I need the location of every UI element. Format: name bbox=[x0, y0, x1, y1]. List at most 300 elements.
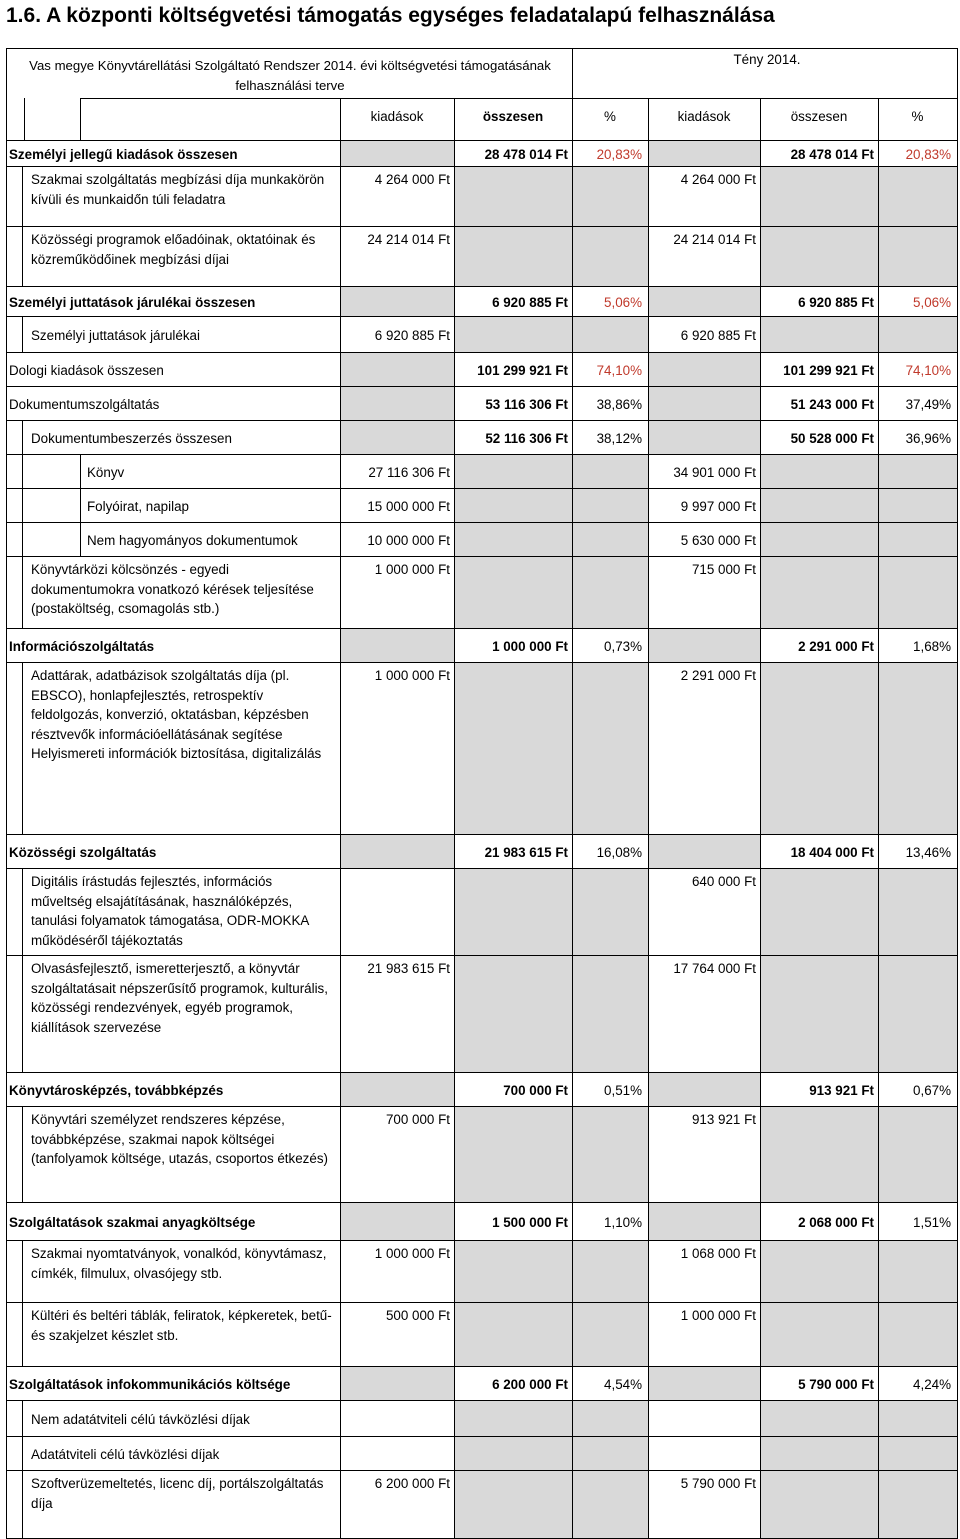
col-line bbox=[454, 1302, 455, 1366]
plan-total: 21 983 615 Ft bbox=[484, 844, 568, 860]
shaded-cell bbox=[455, 317, 572, 352]
row-label: Személyi juttatások járulékai bbox=[31, 327, 200, 343]
plan-value: 1 000 000 Ft bbox=[374, 668, 450, 683]
shaded-cell bbox=[761, 663, 878, 834]
col-line bbox=[878, 454, 879, 488]
col-line bbox=[454, 1470, 455, 1538]
shaded-cell bbox=[761, 167, 878, 226]
col-line bbox=[340, 556, 341, 628]
col-line bbox=[454, 166, 455, 226]
shaded-cell bbox=[879, 317, 957, 352]
plan-value: 27 116 306 Ft bbox=[368, 464, 450, 480]
shaded-cell bbox=[573, 455, 648, 488]
shaded-cell bbox=[879, 523, 957, 556]
col-line bbox=[340, 454, 341, 488]
row-label: Könyvtári személyzet rendszeres képzése, továbbképzése, szakmai napok költségei (tanfolyamok költsége, utazás, csoportos étkezés) bbox=[31, 1112, 328, 1166]
shaded-cell bbox=[879, 455, 957, 488]
actual-total: 18 404 000 Ft bbox=[790, 844, 874, 860]
indent-line bbox=[22, 454, 23, 488]
shaded-cell bbox=[573, 523, 648, 556]
shaded-cell bbox=[879, 227, 957, 286]
indent-line bbox=[80, 522, 81, 556]
indent-line bbox=[22, 1436, 23, 1470]
col-line bbox=[340, 1072, 341, 1106]
shaded-cell bbox=[455, 489, 572, 522]
row-rule bbox=[6, 834, 958, 835]
shaded-cell bbox=[455, 1241, 572, 1302]
row-label: Szolgáltatások infokommunikációs költsége bbox=[9, 1376, 291, 1392]
shaded-cell bbox=[455, 1401, 572, 1436]
row-rule bbox=[6, 1072, 958, 1073]
col-line bbox=[340, 166, 341, 226]
col-line bbox=[572, 1302, 573, 1366]
actual-total: 913 921 Ft bbox=[809, 1082, 874, 1098]
row-label: Könyvtárközi kölcsönzés - egyedi dokumentumokra vonatkozó kérések teljesítése (postaköltség, csomagolás stb.) bbox=[31, 562, 314, 616]
indent-line bbox=[80, 488, 81, 522]
col-line bbox=[648, 1436, 649, 1470]
row-label: Folyóirat, napilap bbox=[87, 498, 189, 514]
shaded-cell bbox=[879, 869, 957, 955]
col-line bbox=[340, 834, 341, 868]
row-label: Szoftverüzemeltetés, licenc díj, portálszolgáltatás díja bbox=[31, 1476, 324, 1511]
row-label: Szakmai szolgáltatás megbízási díja munkakörön kívüli és munkaidőn túli feladatra bbox=[31, 172, 325, 207]
plan-value: 6 200 000 Ft bbox=[374, 1476, 450, 1491]
shaded-cell bbox=[573, 557, 648, 628]
shaded-cell bbox=[573, 489, 648, 522]
col-line bbox=[340, 1470, 341, 1538]
plan-pct: 0,51% bbox=[604, 1082, 642, 1098]
col-line bbox=[454, 226, 455, 286]
actual-total: 50 528 000 Ft bbox=[790, 430, 874, 446]
header-col-line bbox=[24, 98, 25, 140]
actual-value: 34 901 000 Ft bbox=[673, 464, 756, 480]
col-line bbox=[648, 386, 649, 420]
row-label: Dokumentumszolgáltatás bbox=[9, 396, 160, 412]
shaded-cell bbox=[761, 1107, 878, 1202]
col-line bbox=[648, 834, 649, 868]
col-osszesen-1: összesen bbox=[482, 109, 544, 124]
col-line bbox=[340, 1240, 341, 1302]
indent-line bbox=[22, 420, 23, 454]
shaded-cell bbox=[879, 663, 957, 834]
col-line bbox=[454, 955, 455, 1072]
indent-line bbox=[22, 1470, 23, 1538]
shaded-cell bbox=[761, 1471, 878, 1538]
actual-pct: 1,51% bbox=[913, 1214, 951, 1230]
shaded-cell bbox=[341, 141, 454, 166]
col-line bbox=[572, 1436, 573, 1470]
col-line bbox=[572, 166, 573, 226]
row-label: Információszolgáltatás bbox=[9, 638, 155, 654]
col-line bbox=[340, 1302, 341, 1366]
row-label: Személyi juttatások járulékai összesen bbox=[9, 294, 256, 310]
col-line bbox=[454, 316, 455, 352]
col-line bbox=[760, 226, 761, 286]
plan-value: 10 000 000 Ft bbox=[367, 532, 450, 548]
row-label: Adattárak, adatbázisok szolgáltatás díja (pl. EBSCO), honlapfejlesztés, retrospektív feldolgozás, konverzió, oktatásban, képzésben résztvevők információellátásának segítése Helyismereti információk biztosítása, digitalizálás bbox=[31, 668, 322, 761]
actual-value: 5 790 000 Ft bbox=[680, 1476, 756, 1491]
col-line bbox=[760, 868, 761, 955]
actual-value: 9 997 000 Ft bbox=[680, 498, 756, 514]
actual-value: 715 000 Ft bbox=[691, 562, 756, 577]
actual-pct: 37,49% bbox=[905, 396, 951, 412]
actual-value: 5 630 000 Ft bbox=[680, 532, 756, 548]
shaded-cell bbox=[761, 956, 878, 1072]
col-line bbox=[572, 662, 573, 834]
col-line bbox=[878, 955, 879, 1072]
col-line bbox=[878, 1400, 879, 1436]
col-line bbox=[878, 166, 879, 226]
indent-line bbox=[22, 556, 23, 628]
shaded-cell bbox=[761, 1401, 878, 1436]
shaded-cell bbox=[455, 1471, 572, 1538]
row-label: Digitális írástudás fejlesztés, információs műveltség elsajátításának, használóképzés, tanulási folyamatok támogatása, ODR-MOKKA működéséről tájékoztatás bbox=[31, 874, 309, 948]
shaded-cell bbox=[341, 1203, 454, 1240]
col-line bbox=[878, 226, 879, 286]
col-osszesen-2: összesen bbox=[790, 109, 848, 124]
shaded-cell bbox=[879, 1241, 957, 1302]
col-line bbox=[760, 1302, 761, 1366]
plan-value: 6 920 885 Ft bbox=[374, 327, 450, 343]
shaded-cell bbox=[455, 663, 572, 834]
col-line bbox=[454, 488, 455, 522]
shaded-cell bbox=[573, 317, 648, 352]
col-line bbox=[454, 662, 455, 834]
shaded-cell bbox=[341, 629, 454, 662]
shaded-cell bbox=[341, 1367, 454, 1400]
row-label: Közösségi programok előadóinak, oktatóinak és közreműködőinek megbízási díjai bbox=[31, 232, 316, 267]
shaded-cell bbox=[761, 317, 878, 352]
plan-total: 1 000 000 Ft bbox=[492, 638, 568, 654]
shaded-cell bbox=[761, 869, 878, 955]
col-line bbox=[648, 522, 649, 556]
actual-value: 1 000 000 Ft bbox=[680, 1308, 756, 1323]
col-line bbox=[878, 1302, 879, 1366]
shaded-cell bbox=[761, 489, 878, 522]
col-line bbox=[648, 316, 649, 352]
plan-total: 28 478 014 Ft bbox=[484, 146, 568, 162]
shaded-cell bbox=[455, 227, 572, 286]
col-line bbox=[760, 662, 761, 834]
actual-value: 17 764 000 Ft bbox=[673, 961, 756, 976]
actual-value: 6 920 885 Ft bbox=[680, 327, 756, 343]
col-line bbox=[572, 316, 573, 352]
col-line bbox=[572, 1240, 573, 1302]
row-label: Kültéri és beltéri táblák, feliratok, képkeretek, betű- és szakjelzet készlet stb. bbox=[31, 1308, 332, 1343]
shaded-cell bbox=[341, 835, 454, 868]
col-line bbox=[572, 1470, 573, 1538]
actual-pct: 1,68% bbox=[913, 638, 951, 654]
col-line bbox=[878, 1106, 879, 1202]
plan-pct: 74,10% bbox=[596, 362, 642, 378]
shaded-cell bbox=[879, 167, 957, 226]
shaded-cell bbox=[341, 353, 454, 386]
shaded-cell bbox=[761, 1241, 878, 1302]
row-rule bbox=[6, 352, 958, 353]
plan-value: 1 000 000 Ft bbox=[374, 1246, 450, 1261]
indent-line bbox=[22, 1240, 23, 1302]
col-line bbox=[572, 1106, 573, 1202]
col-line bbox=[648, 352, 649, 386]
col-line bbox=[572, 522, 573, 556]
plan-pct: 1,10% bbox=[604, 1214, 642, 1230]
row-label: Dokumentumbeszerzés összesen bbox=[31, 430, 232, 446]
indent-line bbox=[22, 522, 23, 556]
col-line bbox=[648, 166, 649, 226]
col-line bbox=[340, 1366, 341, 1400]
shaded-cell bbox=[879, 1303, 957, 1366]
shaded-cell bbox=[761, 455, 878, 488]
shaded-cell bbox=[649, 287, 760, 316]
actual-value: 640 000 Ft bbox=[691, 874, 756, 889]
shaded-cell bbox=[573, 1401, 648, 1436]
plan-total: 52 116 306 Ft bbox=[485, 430, 568, 446]
col-line bbox=[340, 1400, 341, 1436]
col-line bbox=[454, 1240, 455, 1302]
indent-line bbox=[22, 166, 23, 226]
col-line bbox=[878, 1436, 879, 1470]
plan-value: 700 000 Ft bbox=[385, 1112, 450, 1127]
shaded-cell bbox=[879, 489, 957, 522]
shaded-cell bbox=[455, 455, 572, 488]
row-rule bbox=[6, 1366, 958, 1367]
shaded-cell bbox=[455, 523, 572, 556]
col-line bbox=[878, 522, 879, 556]
plan-total: 700 000 Ft bbox=[503, 1082, 568, 1098]
col-line bbox=[648, 1366, 649, 1400]
col-line bbox=[648, 868, 649, 955]
col-line bbox=[340, 386, 341, 420]
col-line bbox=[454, 868, 455, 955]
actual-pct: 5,06% bbox=[913, 294, 951, 310]
shaded-cell bbox=[879, 1437, 957, 1470]
shaded-cell bbox=[573, 663, 648, 834]
actual-value: 913 921 Ft bbox=[691, 1112, 756, 1127]
col-line bbox=[760, 556, 761, 628]
plan-pct: 38,12% bbox=[596, 430, 642, 446]
actual-pct: 13,46% bbox=[905, 844, 951, 860]
row-label: Szakmai nyomtatványok, vonalkód, könyvtámasz, címkék, filmulux, olvasójegy stb. bbox=[31, 1246, 327, 1281]
plan-pct: 0,73% bbox=[604, 638, 642, 654]
plan-pct: 5,06% bbox=[604, 294, 642, 310]
col-line bbox=[648, 226, 649, 286]
col-line bbox=[648, 628, 649, 662]
shaded-cell bbox=[649, 1203, 760, 1240]
row-label: Könyvtárosképzés, továbbképzés bbox=[9, 1082, 224, 1098]
col-line bbox=[340, 1202, 341, 1240]
col-line bbox=[648, 1202, 649, 1240]
shaded-cell bbox=[879, 1107, 957, 1202]
actual-title: Tény 2014. bbox=[733, 52, 801, 67]
col-line bbox=[340, 286, 341, 316]
row-rule bbox=[6, 420, 958, 421]
row-label: Szolgáltatások szakmai anyagköltsége bbox=[9, 1214, 256, 1230]
shaded-cell bbox=[761, 557, 878, 628]
shaded-cell bbox=[649, 1073, 760, 1106]
shaded-cell bbox=[649, 387, 760, 420]
col-line bbox=[454, 556, 455, 628]
col-line bbox=[340, 140, 341, 166]
col-line bbox=[878, 868, 879, 955]
shaded-cell bbox=[455, 1437, 572, 1470]
col-kiadasok-2: kiadások bbox=[677, 109, 731, 124]
shaded-cell bbox=[573, 227, 648, 286]
col-line bbox=[648, 140, 649, 166]
actual-total: 5 790 000 Ft bbox=[798, 1376, 874, 1392]
plan-total: 1 500 000 Ft bbox=[492, 1214, 568, 1230]
col-line bbox=[648, 286, 649, 316]
shaded-cell bbox=[573, 956, 648, 1072]
actual-total: 28 478 014 Ft bbox=[790, 146, 874, 162]
row-rule bbox=[6, 386, 958, 387]
plan-pct: 16,08% bbox=[596, 844, 642, 860]
plan-value: 1 000 000 Ft bbox=[374, 562, 450, 577]
shaded-cell bbox=[341, 387, 454, 420]
plan-pct: 4,54% bbox=[604, 1376, 642, 1392]
col-line bbox=[760, 1106, 761, 1202]
col-line bbox=[760, 1436, 761, 1470]
col-line bbox=[760, 1400, 761, 1436]
shaded-cell bbox=[649, 1367, 760, 1400]
shaded-cell bbox=[455, 167, 572, 226]
col-line bbox=[878, 316, 879, 352]
col-line bbox=[648, 454, 649, 488]
shaded-cell bbox=[573, 869, 648, 955]
col-line bbox=[572, 454, 573, 488]
col-pct-1: % bbox=[604, 109, 616, 124]
col-line bbox=[760, 522, 761, 556]
col-line bbox=[648, 1106, 649, 1202]
plan-value: 500 000 Ft bbox=[385, 1308, 450, 1323]
shaded-cell bbox=[573, 167, 648, 226]
shaded-cell bbox=[761, 1437, 878, 1470]
table-border-right bbox=[957, 48, 958, 1538]
col-line bbox=[572, 226, 573, 286]
col-line bbox=[340, 488, 341, 522]
shaded-cell bbox=[761, 1303, 878, 1366]
col-line bbox=[340, 662, 341, 834]
col-line bbox=[648, 1400, 649, 1436]
row-rule bbox=[6, 1202, 958, 1203]
col-line bbox=[340, 352, 341, 386]
col-line bbox=[648, 1470, 649, 1538]
col-line bbox=[572, 955, 573, 1072]
plan-value: 4 264 000 Ft bbox=[374, 172, 450, 187]
col-line bbox=[878, 662, 879, 834]
col-line bbox=[572, 556, 573, 628]
col-line bbox=[760, 1240, 761, 1302]
col-line bbox=[648, 1302, 649, 1366]
header-divider bbox=[572, 48, 573, 98]
actual-total: 2 068 000 Ft bbox=[798, 1214, 874, 1230]
col-line bbox=[648, 1072, 649, 1106]
col-line bbox=[878, 488, 879, 522]
indent-line bbox=[80, 454, 81, 488]
col-line bbox=[760, 316, 761, 352]
indent-line bbox=[22, 662, 23, 834]
plan-value: 15 000 000 Ft bbox=[367, 498, 450, 514]
shaded-cell bbox=[573, 1471, 648, 1538]
row-label: Nem adatátviteli célú távközlési díjak bbox=[31, 1411, 250, 1427]
col-line bbox=[760, 166, 761, 226]
shaded-cell bbox=[341, 421, 454, 454]
shaded-cell bbox=[341, 287, 454, 316]
shaded-cell bbox=[879, 1471, 957, 1538]
row-label: Személyi jellegű kiadások összesen bbox=[9, 146, 238, 162]
shaded-cell bbox=[761, 227, 878, 286]
row-rule bbox=[6, 286, 958, 287]
plan-pct: 20,83% bbox=[596, 146, 642, 162]
plan-pct: 38,86% bbox=[596, 396, 642, 412]
shaded-cell bbox=[649, 353, 760, 386]
shaded-cell bbox=[455, 1107, 572, 1202]
indent-line bbox=[22, 316, 23, 352]
col-line bbox=[340, 1106, 341, 1202]
actual-pct: 0,67% bbox=[913, 1082, 951, 1098]
plan-total: 101 299 921 Ft bbox=[477, 362, 568, 378]
shaded-cell bbox=[879, 956, 957, 1072]
indent-line bbox=[22, 955, 23, 1072]
indent-line bbox=[22, 1302, 23, 1366]
col-line bbox=[340, 1436, 341, 1470]
table-border-left bbox=[6, 48, 7, 1538]
col-line bbox=[878, 556, 879, 628]
col-line bbox=[454, 1400, 455, 1436]
col-line bbox=[340, 628, 341, 662]
shaded-cell bbox=[341, 1073, 454, 1106]
col-line bbox=[760, 488, 761, 522]
row-label: Közösségi szolgáltatás bbox=[9, 844, 157, 860]
plan-value: 21 983 615 Ft bbox=[367, 961, 450, 976]
col-line bbox=[648, 420, 649, 454]
plan-total: 53 116 306 Ft bbox=[485, 396, 568, 412]
indent-line bbox=[22, 488, 23, 522]
col-line bbox=[340, 226, 341, 286]
col-line bbox=[878, 1240, 879, 1302]
plan-total: 6 920 885 Ft bbox=[492, 294, 568, 310]
indent-line bbox=[22, 1400, 23, 1436]
actual-pct: 20,83% bbox=[905, 146, 951, 162]
col-line bbox=[454, 1106, 455, 1202]
col-line bbox=[760, 1470, 761, 1538]
header-col-line bbox=[80, 98, 81, 140]
actual-value: 1 068 000 Ft bbox=[680, 1246, 756, 1261]
col-line bbox=[648, 662, 649, 834]
shaded-cell bbox=[879, 1401, 957, 1436]
indent-line bbox=[22, 1106, 23, 1202]
row-label: Olvasásfejlesztő, ismeretterjesztő, a könyvtár szolgáltatásait népszerűsítő programok, kulturális, közösségi rendezvények, egyéb programok, kiállítások szervezése bbox=[31, 961, 328, 1035]
shaded-cell bbox=[649, 421, 760, 454]
shaded-cell bbox=[573, 1107, 648, 1202]
actual-pct: 4,24% bbox=[913, 1376, 951, 1392]
shaded-cell bbox=[761, 523, 878, 556]
col-line bbox=[648, 1240, 649, 1302]
col-line bbox=[340, 420, 341, 454]
header-rule bbox=[80, 98, 957, 99]
actual-total: 51 243 000 Ft bbox=[790, 396, 874, 412]
plan-title: Vas megye Könyvtárellátási Szolgáltató Rendszer 2014. évi költségvetési támogatásának felhasználási terve bbox=[29, 58, 551, 93]
row-label: Dologi kiadások összesen bbox=[9, 362, 164, 378]
col-line bbox=[878, 1470, 879, 1538]
actual-pct: 36,96% bbox=[905, 430, 951, 446]
shaded-cell bbox=[649, 629, 760, 662]
shaded-cell bbox=[573, 1437, 648, 1470]
shaded-cell bbox=[649, 141, 760, 166]
col-line bbox=[648, 556, 649, 628]
actual-value: 4 264 000 Ft bbox=[680, 172, 756, 187]
col-line bbox=[454, 522, 455, 556]
col-line bbox=[340, 868, 341, 955]
